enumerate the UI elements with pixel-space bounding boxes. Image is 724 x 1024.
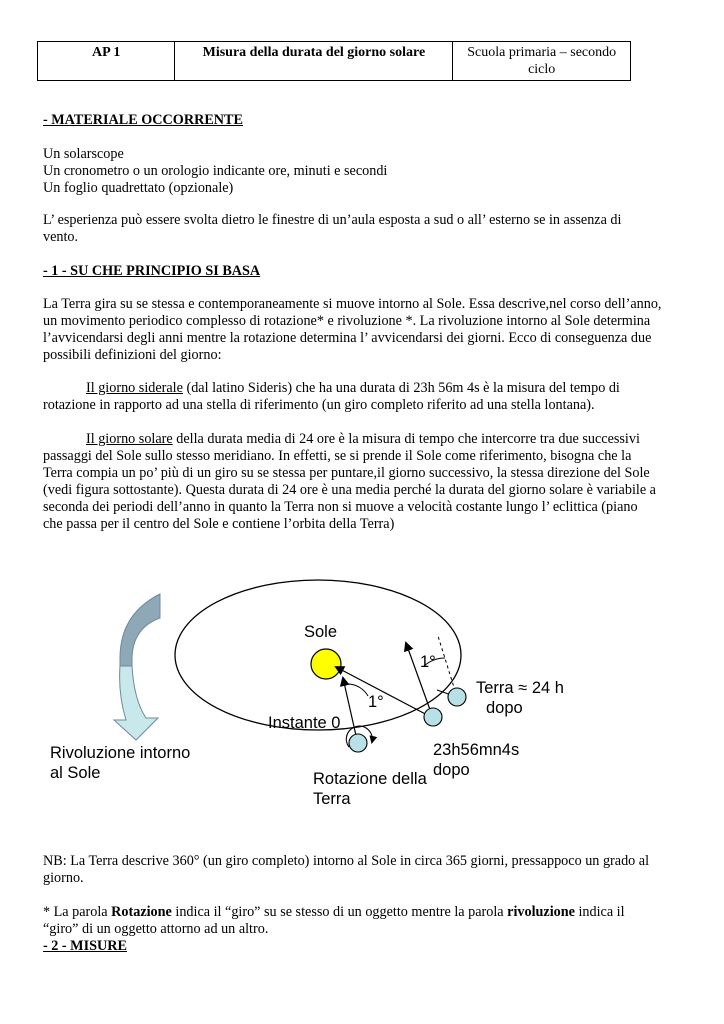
sidereal-label-line1: 23h56mn4s	[433, 741, 520, 759]
solar-line: che passa per il centro del Sole e contiene l’orbita della Terra)	[43, 516, 395, 532]
rotation-label-line2: Terra	[313, 790, 351, 808]
materials-note-line: L’ esperienza può essere svolta dietro le finestre di un’aula esposta a sud o all’ esterno se in assenza di	[43, 212, 622, 228]
footnote-word-rotation: Rotazione	[111, 904, 172, 920]
terra24-label-line1: Terra ≈ 24 h	[476, 679, 564, 697]
sidereal-term: Il giorno siderale	[86, 380, 183, 396]
revolution-arrow-bottom-icon	[114, 666, 158, 740]
solar-line: (vedi figura sottostante). Questa durata di 24 ore è una media perché la durata del giorno solare è variabile a	[43, 482, 656, 498]
angle-label-inner: 1°	[368, 693, 384, 711]
principle-heading: - 1 - SU CHE PRINCIPIO SI BASA	[43, 263, 261, 279]
material-item: Un cronometro o un orologio indicante ore, minuti e secondi	[43, 163, 388, 179]
material-item: Un solarscope	[43, 146, 124, 162]
earth-instant0-icon	[349, 734, 367, 752]
instant0-label: Instante 0	[268, 714, 341, 732]
earth-solar-icon	[448, 688, 466, 706]
principle-intro-line: l’avvicendarsi degli anni mentre la rotazione determina l’ avvicendarsi dei giorni. Ecco di conseguenza due	[43, 330, 652, 346]
solar-line	[43, 431, 724, 448]
revolution-label-line2: al Sole	[50, 764, 101, 782]
revolution-label-line1: Rivoluzione intorno	[50, 744, 191, 762]
header-school: Scuola primaria – secondo ciclo	[453, 42, 631, 81]
sidereal-line: rotazione in rapporto ad una stella di riferimento (un giro completo riferito ad una stella lontana).	[43, 397, 595, 413]
angle-label-outer: 1°	[420, 653, 436, 671]
reference-dashed-line	[438, 636, 457, 697]
nb-line: giorno.	[43, 870, 84, 886]
measures-heading: - 2 - MISURE	[43, 938, 127, 954]
material-item: Un foglio quadrettato (opzionale)	[43, 180, 234, 196]
sidereal-rest: (dal latino Sideris) che ha una durata di 23h 56m 4s è la misura del tempo di	[182, 380, 620, 396]
terra24-label-line2: dopo	[486, 699, 523, 717]
footnote-part: * La parola	[43, 904, 112, 920]
principle-intro-line: La Terra gira su se stessa e contemporaneamente si muove intorno al Sole. Essa descrive,nel corso dell’anno,	[43, 296, 662, 312]
earth-sidereal-icon	[424, 708, 442, 726]
solar-line: passaggi del Sole sullo stesso meridiano. In effetti, se si prende il Sole come riferimento, bisogna che la	[43, 448, 632, 464]
footnote-part: indica il	[574, 904, 625, 920]
materials-note-line: vento.	[43, 229, 79, 245]
solar-day-diagram	[0, 570, 724, 820]
materials-heading: - MATERIALE OCCORRENTE	[43, 112, 243, 128]
footnote-line	[43, 904, 683, 921]
solar-rest: della durata media di 24 ore è la misura di tempo che intercorre tra due successivi	[172, 431, 640, 447]
sun-icon	[311, 649, 341, 679]
sidereal-line	[43, 380, 724, 397]
footnote-part: indica il “giro” su se stesso di un oggetto mentre la parola	[171, 904, 508, 920]
header-table	[37, 41, 631, 81]
sidereal-label-line2: dopo	[433, 761, 470, 779]
footnote-word-revolution: rivoluzione	[507, 904, 575, 920]
angle-arc-inner	[349, 684, 368, 696]
sun-label: Sole	[304, 623, 338, 641]
footnote-line: “giro” di un oggetto attorno ad un altro.	[43, 921, 269, 937]
rotation-label-line1: Rotazione della	[313, 770, 427, 788]
header-title: Misura della durata del giorno solare	[175, 42, 453, 81]
principle-intro-line: un movimento periodico complesso di rotazione* e rivoluzione *. La rivoluzione intorno al Sole determina	[43, 313, 651, 329]
solar-line: Terra compia un po’ più di un giro su se stessa per puntare,il giorno successivo, la stessa direzione del Sole	[43, 465, 650, 481]
solar-line: seconda dei periodi dell’anno in quanto la Terra non si muove a velocità costante lungo l’ eclittica (piano	[43, 499, 638, 515]
principle-intro-line: possibili definizioni del giorno:	[43, 347, 222, 363]
solar-term: Il giorno solare	[86, 431, 173, 447]
nb-line: NB: La Terra descrive 360° (un giro completo) intorno al Sole in circa 365 giorni, pressappoco un grado al	[43, 853, 650, 869]
header-code: AP 1	[38, 42, 175, 81]
revolution-arrow-top-icon	[120, 594, 160, 666]
